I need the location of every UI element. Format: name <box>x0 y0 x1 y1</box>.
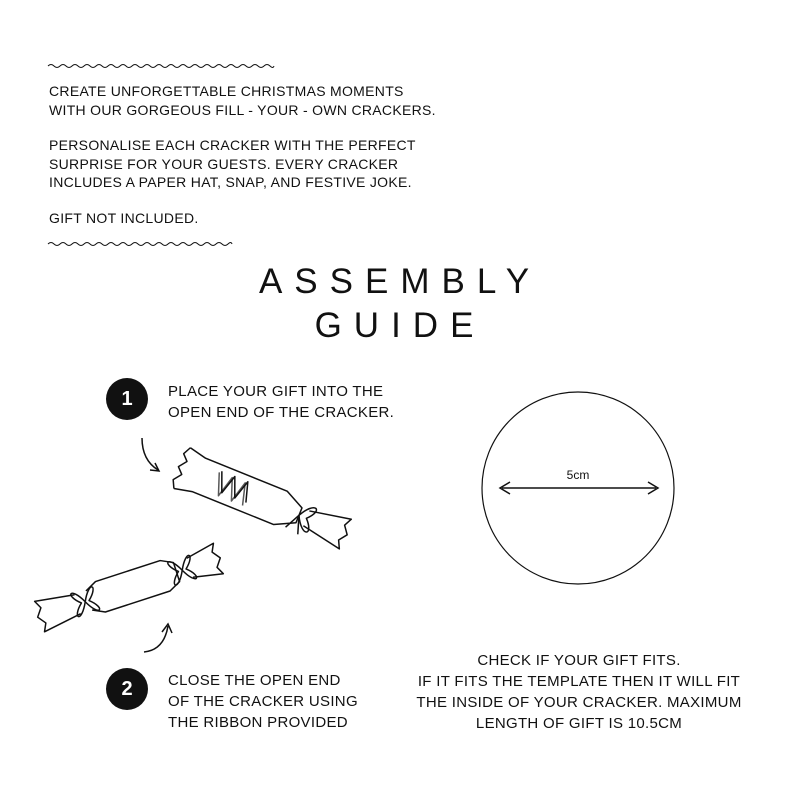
arrow-curved-icon <box>140 620 174 656</box>
step-2-line: CLOSE THE OPEN END <box>168 672 341 689</box>
intro-paragraph-2 <box>49 136 489 192</box>
intro-paragraph-1 <box>49 82 489 119</box>
intro-line: WITH OUR GORGEOUS FILL - YOUR - OWN CRACKERS. <box>49 101 436 118</box>
step-1-text <box>168 381 394 423</box>
intro-line: GIFT NOT INCLUDED. <box>49 209 199 226</box>
step-2-text <box>168 670 358 733</box>
cracker-closed-icon <box>28 546 228 636</box>
wave-divider-bottom <box>48 240 232 248</box>
check-line: CHECK IF YOUR GIFT FITS. <box>477 652 681 669</box>
template-circle <box>480 390 680 590</box>
step-1-line: PLACE YOUR GIFT INTO THE <box>168 383 384 400</box>
step-2-badge: 2 <box>106 668 148 710</box>
title-line-guide: GUIDE <box>314 306 486 345</box>
intro-line: SURPRISE FOR YOUR GUESTS. EVERY CRACKER <box>49 155 399 172</box>
intro-line: INCLUDES A PAPER HAT, SNAP, AND FESTIVE JOKE. <box>49 174 412 190</box>
intro-paragraph-3 <box>49 209 489 228</box>
step-2-line: THE RIBBON PROVIDED <box>168 714 348 731</box>
check-line: LENGTH OF GIFT IS 10.5CM <box>475 715 683 732</box>
step-2-line: OF THE CRACKER USING <box>168 693 358 710</box>
intro-line: PERSONALISE EACH CRACKER WITH THE PERFECT <box>49 137 416 153</box>
intro-line: CREATE UNFORGETTABLE CHRISTMAS MOMENTS <box>49 83 404 99</box>
check-line: IF IT FITS THE TEMPLATE THEN IT WILL FIT <box>417 673 741 690</box>
step-1-badge: 1 <box>106 378 148 420</box>
title-line-assembly: ASSEMBLY <box>258 262 542 301</box>
intro-text <box>49 82 489 244</box>
check-instructions <box>404 650 754 734</box>
measure-label: 5cm <box>566 468 590 482</box>
step-1-line: OPEN END OF THE CRACKER. <box>168 404 395 421</box>
wave-divider-top <box>48 62 278 70</box>
check-line: THE INSIDE OF YOUR CRACKER. MAXIMUM <box>416 694 742 711</box>
